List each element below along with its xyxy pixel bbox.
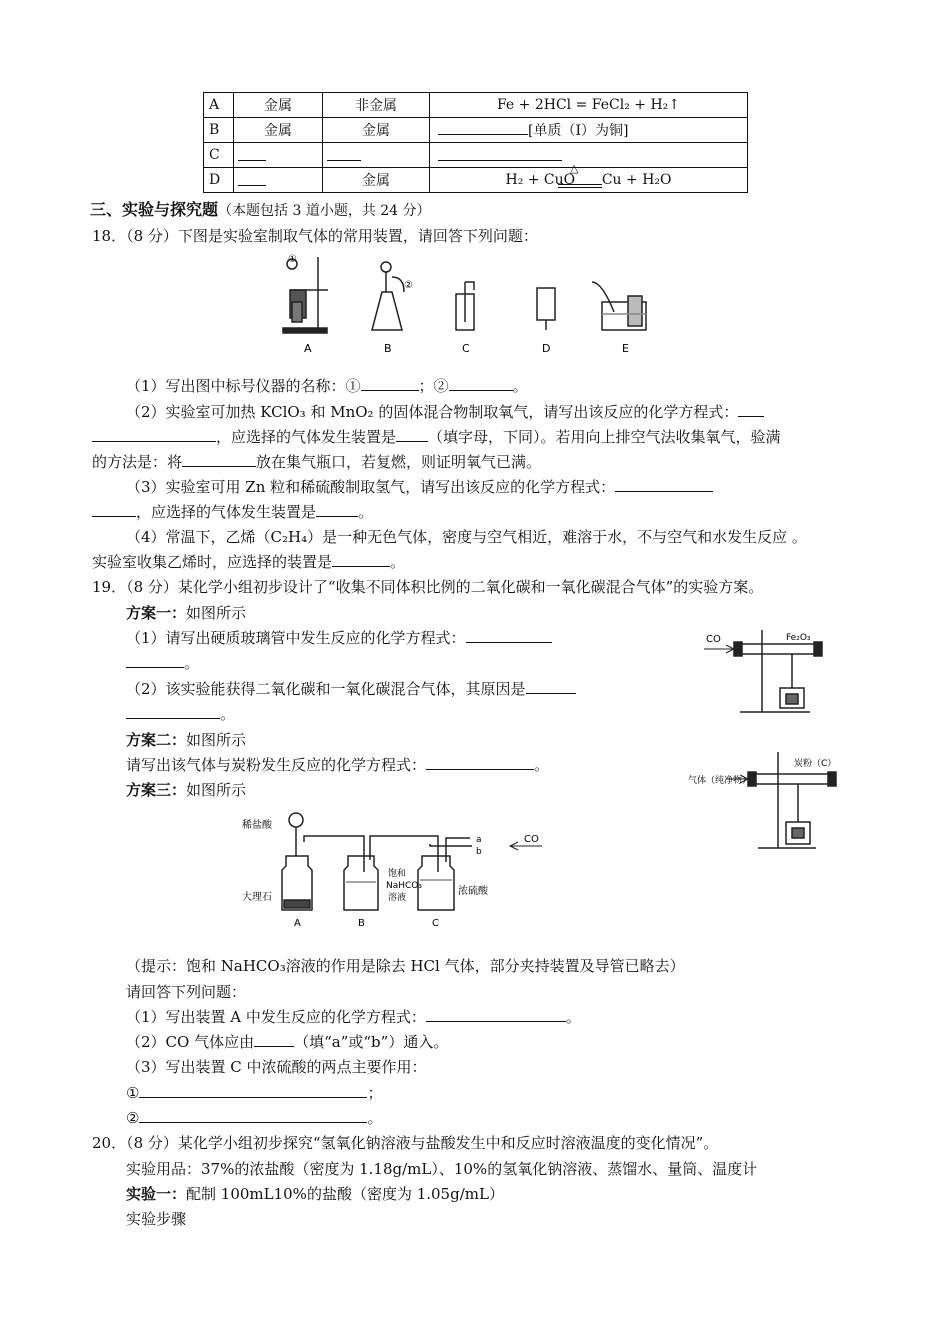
- answer-blank[interactable]: [361, 376, 419, 391]
- text: ，应选择的气体发生装置是: [136, 503, 317, 521]
- q19-sub2: [126, 1032, 448, 1052]
- text: 。: [512, 377, 528, 395]
- bottle-a-label: A: [294, 918, 301, 929]
- label-d: D: [542, 342, 551, 355]
- row-label: D: [204, 168, 234, 193]
- text: 实验室收集乙烯时，应选择的装置是: [92, 553, 333, 571]
- text: （1）写出装置 A 中发生反应的化学方程式：: [126, 1008, 426, 1026]
- text: （2）实验室可加热 KClO₃ 和 MnO₂ 的固体混合物制取氧气，请写出该反应的化学方程式：: [126, 403, 739, 421]
- text: 。: [367, 1109, 383, 1127]
- q19-part1a: [126, 628, 552, 648]
- acid-label: 稀盐酸: [242, 820, 272, 831]
- plan3-figure: [242, 802, 558, 936]
- text: （3）实验室可用 Zn 粒和稀硫酸制取氢气，请写出该反应的化学方程式：: [126, 478, 616, 496]
- text: 。: [358, 503, 374, 521]
- port-a-label: a: [476, 835, 482, 845]
- port-b-label: b: [476, 847, 482, 857]
- q19-stem: 19．（8 分）某化学小组初步设计了“收集不同体积比例的二氧化碳和一氧化碳混合气体”的实验方案。: [92, 578, 764, 596]
- text: 如图所示: [186, 604, 247, 622]
- h2so4-label: 浓硫酸: [458, 886, 488, 897]
- equation-equals-line: [558, 187, 602, 188]
- text: 请写出该气体与炭粉发生反应的化学方程式：: [126, 756, 427, 774]
- mark-2: ②: [404, 280, 413, 291]
- text: （填字母，下同）。若用向上排空气法收集氧气，验满: [428, 428, 781, 446]
- answer-blank[interactable]: [316, 502, 358, 517]
- solution-label: 溶液: [388, 893, 407, 903]
- equation-equals-line: [558, 184, 602, 185]
- table-cell: [430, 143, 748, 168]
- text: ①: [126, 1084, 140, 1102]
- bottle-b-label: B: [358, 918, 365, 929]
- section-heading: [90, 200, 431, 221]
- answer-blank[interactable]: [126, 653, 184, 668]
- cell-text: [单质（I）为铜]: [528, 123, 629, 139]
- answer-table: [203, 92, 748, 193]
- answer-blank[interactable]: [254, 1032, 294, 1047]
- q19-hint: （提示：饱和 NaHCO₃溶液的作用是除去 HCl 气体，部分夹持装置及导管已略去）: [126, 957, 685, 975]
- q19-sub3-item1: [126, 1083, 382, 1103]
- q20-stem: 20．（8 分）某化学小组初步探究“氢氧化钠溶液与盐酸发生中和反应时溶液温度的变化情况”。: [92, 1134, 719, 1152]
- plan-title: 方案二：: [126, 731, 187, 749]
- plan-title: 方案一：: [126, 604, 187, 622]
- label-b: B: [384, 342, 392, 355]
- q19-part1b: [126, 653, 199, 673]
- text: ，应选择的气体发生装置是: [216, 428, 397, 446]
- label-c: C: [462, 342, 470, 355]
- text: 放在集气瓶口，若复燃，则证明氧气已满。: [256, 453, 542, 471]
- answer-blank[interactable]: [438, 120, 528, 135]
- gas-label: 气体（纯净物）: [688, 776, 752, 786]
- text: 配制 100mL10%的盐酸（密度为 1.05g/mL）: [186, 1185, 504, 1203]
- table-cell: 金属: [323, 118, 430, 143]
- q19-part2a: [126, 679, 576, 699]
- apparatus-b: [372, 262, 404, 330]
- answer-blank[interactable]: [238, 171, 266, 186]
- q18-part2b: [92, 427, 781, 447]
- label-a: A: [304, 342, 312, 355]
- answer-blank[interactable]: [182, 452, 256, 467]
- table-cell: [430, 162, 748, 193]
- answer-blank[interactable]: [615, 477, 713, 492]
- answer-blank[interactable]: [466, 628, 552, 643]
- q19-plan3: [126, 780, 246, 800]
- text: 。: [565, 1008, 581, 1026]
- label-e: E: [622, 342, 629, 355]
- text: （1）请写出硬质玻璃管中发生反应的化学方程式：: [126, 629, 466, 647]
- answer-blank[interactable]: [238, 146, 266, 161]
- answer-blank[interactable]: [526, 679, 576, 694]
- q18-part3b: [92, 502, 373, 522]
- table-cell: [430, 118, 748, 143]
- cell-text: H₂ + CuO Cu + H₂O: [505, 172, 672, 188]
- heat-triangle: △: [570, 162, 579, 175]
- q19-sub3: （3）写出装置 C 中浓硫酸的两点主要作用：: [126, 1058, 427, 1076]
- row-label: B: [204, 118, 234, 143]
- co-label: CO: [706, 634, 721, 645]
- table-cell: [234, 168, 323, 193]
- q20-steps: 实验步骤: [126, 1210, 187, 1228]
- saturated-label: 饱和: [388, 869, 407, 879]
- text: 如图所示: [186, 781, 247, 799]
- q18-stem: 18．（8 分）下图是实验室制取气体的常用装置，请回答下列问题：: [92, 227, 538, 245]
- text: 。: [220, 705, 236, 723]
- table-row: [204, 143, 748, 168]
- table-cell: Fe + 2HCl = FeCl₂ + H₂↑: [430, 93, 748, 118]
- answer-blank[interactable]: [332, 552, 390, 567]
- mark-1: ①: [288, 254, 297, 265]
- answer-blank[interactable]: [449, 376, 513, 391]
- q18-part3a: [126, 477, 713, 497]
- text: ；: [367, 1084, 383, 1102]
- answer-blank[interactable]: [426, 755, 534, 770]
- q18-part2a: [126, 402, 764, 422]
- text: （填“a”或“b”）通入。: [294, 1033, 449, 1051]
- apparatus-a: [283, 257, 328, 333]
- q18-part1: [126, 376, 528, 396]
- answer-blank[interactable]: [738, 402, 764, 417]
- answer-blank[interactable]: [438, 146, 562, 161]
- text: ；②: [418, 377, 449, 395]
- q18-part2c: [92, 452, 541, 472]
- q18-part4a: （4）常温下，乙烯（C₂H₄）是一种无色气体，密度与空气相近，难溶于水，不与空气和水发生反应 。: [126, 528, 807, 546]
- q19-ask: 请回答下列问题：: [126, 983, 247, 1001]
- row-label: A: [204, 93, 234, 118]
- nahco3-label: NaHCO₃: [386, 881, 422, 891]
- carbon-label: 炭粉（C）: [794, 759, 837, 769]
- q19-part2b: [126, 704, 235, 724]
- marble-label: 大理石: [242, 892, 272, 903]
- q19-sub3-item2: [126, 1108, 382, 1128]
- section-note: （本题包括 3 道小题，共 24 分）: [218, 203, 431, 219]
- table-cell: 金属: [234, 118, 323, 143]
- plan-title: 方案三：: [126, 781, 187, 799]
- q18-apparatus-figure: [278, 252, 658, 366]
- table-cell: 非金属: [323, 93, 430, 118]
- text: （2）该实验能获得二氧化碳和一氧化碳混合气体，其原因是: [126, 680, 526, 698]
- q20-supplies: 实验用品：37%的浓盐酸（密度为 1.18g/mL）、10%的氢氧化钠溶液、蒸馏水、量筒、温度计: [126, 1160, 758, 1178]
- table-cell: 金属: [323, 168, 430, 193]
- exp-title: 实验一：: [126, 1185, 187, 1203]
- section-title: 三、实验与探究题: [90, 200, 219, 219]
- answer-blank[interactable]: [92, 502, 136, 517]
- table-cell: [323, 143, 430, 168]
- table-cell: 金属: [234, 93, 323, 118]
- q18-part4b: [92, 552, 405, 572]
- text: 。: [184, 654, 200, 672]
- fe2o3-label: Fe₂O₃: [786, 633, 811, 643]
- row-label: C: [204, 143, 234, 168]
- text: （1）写出图中标号仪器的名称：①: [126, 377, 361, 395]
- text: 。: [534, 756, 550, 774]
- answer-blank[interactable]: [327, 146, 361, 161]
- q19-sub1: [126, 1007, 581, 1027]
- q20-exp1: [126, 1184, 504, 1204]
- table-row: [204, 93, 748, 118]
- bottle-c-label: C: [432, 918, 439, 929]
- text: 的方法是：将: [92, 453, 183, 471]
- answer-blank[interactable]: [126, 704, 220, 719]
- text: 如图所示: [186, 731, 247, 749]
- text: （2）CO 气体应由: [126, 1033, 255, 1051]
- apparatus-e: [592, 282, 646, 330]
- q19-plan2-question: [126, 755, 549, 775]
- answer-blank[interactable]: [396, 427, 428, 442]
- answer-blank[interactable]: [92, 427, 216, 442]
- plan2-figure: [686, 752, 851, 856]
- co-label: CO: [524, 834, 539, 845]
- apparatus-c: [456, 282, 474, 330]
- plan1-figure: [700, 630, 845, 724]
- text: 。: [390, 553, 406, 571]
- text: ②: [126, 1109, 140, 1127]
- table-cell: [234, 143, 323, 168]
- q19-plan1: [126, 603, 246, 623]
- q19-plan2: [126, 730, 246, 750]
- answer-blank[interactable]: [139, 1108, 367, 1123]
- table-row: [204, 168, 748, 193]
- table-row: [204, 118, 748, 143]
- answer-blank[interactable]: [426, 1007, 566, 1022]
- answer-blank[interactable]: [139, 1083, 367, 1098]
- apparatus-d: [537, 288, 555, 330]
